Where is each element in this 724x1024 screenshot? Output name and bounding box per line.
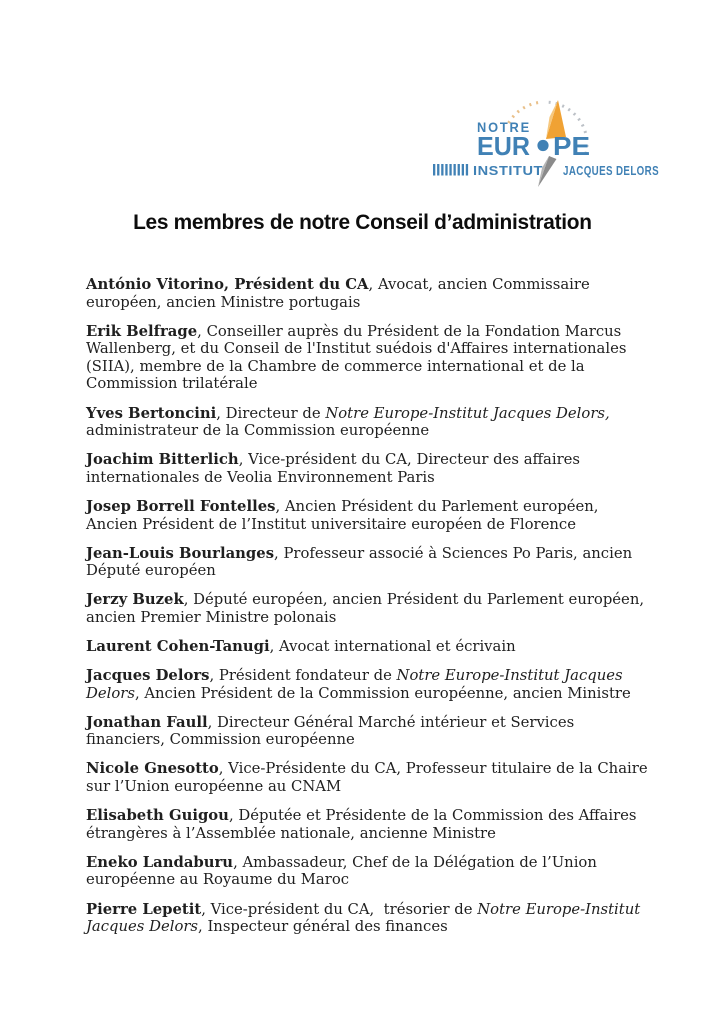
- member-entry: [86, 323, 650, 393]
- page-title-text: Les membres de notre Conseil d’administration: [132, 210, 592, 234]
- member-description-segment: , Directeur de: [216, 404, 326, 422]
- member-entry: [86, 405, 650, 440]
- member-description-segment: , Député européen, ancien Président du Parlement européen, ancien Premier Ministre polonais: [86, 591, 645, 626]
- member-description-segment: , Ambassadeur, Chef de la Délégation de l’Union européenne au Royaume du Maroc: [86, 853, 597, 889]
- member-name: Erik Belfrage: [86, 322, 198, 340]
- member-name: Laurent Cohen-Tanugi: [86, 638, 270, 655]
- logo-text-jacques-delors: JACQUES DELORS: [563, 163, 659, 178]
- member-description-segment: , Ancien Président de la Commission européenne, ancien Ministre: [134, 684, 631, 702]
- logo-text-eur: EUR: [477, 131, 531, 161]
- member-description-segment: , Avocat, ancien Commissaire européen, ancien Ministre portugais: [86, 276, 590, 311]
- member-entry: [86, 591, 650, 626]
- member-description-segment: , Directeur Général Marché intérieur et Services financiers, Commission européenne: [86, 713, 575, 749]
- member-name: Nicole Gnesotto: [86, 760, 219, 778]
- member-description-segment: , Vice-président du CA, Directeur des affaires internationales de Veolia Environnement Paris: [86, 451, 581, 486]
- member-description-segment: administrateur de la Commission européenne: [86, 422, 430, 440]
- logo-text-institut: INSTITUT: [473, 163, 543, 178]
- member-name: Jacques Delors: [86, 667, 210, 685]
- member-description-segment: , Vice-président du CA, trésorier de: [201, 900, 478, 918]
- member-name: Yves Bertoncini: [86, 404, 217, 422]
- member-entry: [86, 545, 650, 580]
- member-entry: [86, 807, 650, 842]
- member-entry: [86, 760, 650, 795]
- member-entry: [86, 854, 650, 889]
- member-entry: [86, 714, 650, 749]
- member-description-segment: , Président fondateur de: [209, 667, 397, 685]
- member-name: Joachim Bitterlich: [86, 451, 239, 469]
- member-entry: [86, 901, 650, 936]
- member-description-segment: , Professeur associé à Sciences Po Paris, ancien Député européen: [86, 544, 633, 580]
- member-name: Josep Borrell Fontelles: [86, 497, 276, 515]
- member-name: António Vitorino, Président du CA: [86, 276, 369, 293]
- logo-text-notre: NOTRE: [477, 119, 531, 135]
- member-description-segment: , Inspecteur général des finances: [198, 918, 448, 936]
- member-name: Jean-Louis Bourlanges: [86, 544, 275, 562]
- member-name: Jerzy Buzek: [86, 591, 184, 609]
- member-description-segment: Notre Europe-Institut Jacques Delors,: [325, 404, 610, 422]
- notre-europe-logo: [433, 92, 660, 192]
- member-description-segment: , Avocat international et écrivain: [269, 638, 516, 655]
- logo-text-pe: PE: [553, 131, 590, 161]
- member-description-segment: Notre Europe-Institut Jacques Delors: [86, 667, 623, 702]
- member-name: Elisabeth Guigou: [86, 807, 229, 825]
- member-description-segment: , Députée et Présidente de la Commission des Affaires étrangères à l’Assemblée nationale, ancienne Ministre: [86, 807, 637, 842]
- member-entry: [86, 276, 650, 311]
- member-description-segment: , Conseiller auprès du Président de la Fondation Marcus Wallenberg, et du Conseil de l'Institut suédois d'Affaires internationales (SIIA), membre de la Chambre de commerce international et de la Commission trilatérale: [86, 322, 627, 393]
- member-entry: [86, 667, 650, 702]
- member-description-segment: , Vice-Présidente du CA, Professeur titulaire de la Chaire sur l’Union européenne au CNAM: [86, 760, 648, 796]
- member-name: Jonathan Faull: [86, 713, 208, 731]
- member-name: Pierre Lepetit: [86, 900, 202, 918]
- logo-bars-icon: [433, 164, 468, 176]
- compass-logo-graphic: [433, 92, 660, 192]
- logo-letter-o-dot-icon: [537, 140, 548, 151]
- members-list: [86, 276, 650, 947]
- member-entry: [86, 498, 650, 533]
- page-title: [0, 210, 724, 235]
- member-entry: [86, 638, 650, 656]
- member-description-segment: , Ancien Président du Parlement européen, Ancien Président de l’Institut universitaire européen de Florence: [86, 497, 599, 533]
- member-name: Eneko Landaburu: [86, 853, 234, 871]
- member-description-segment: Notre Europe-Institut Jacques Delors: [86, 900, 641, 936]
- member-entry: [86, 451, 650, 486]
